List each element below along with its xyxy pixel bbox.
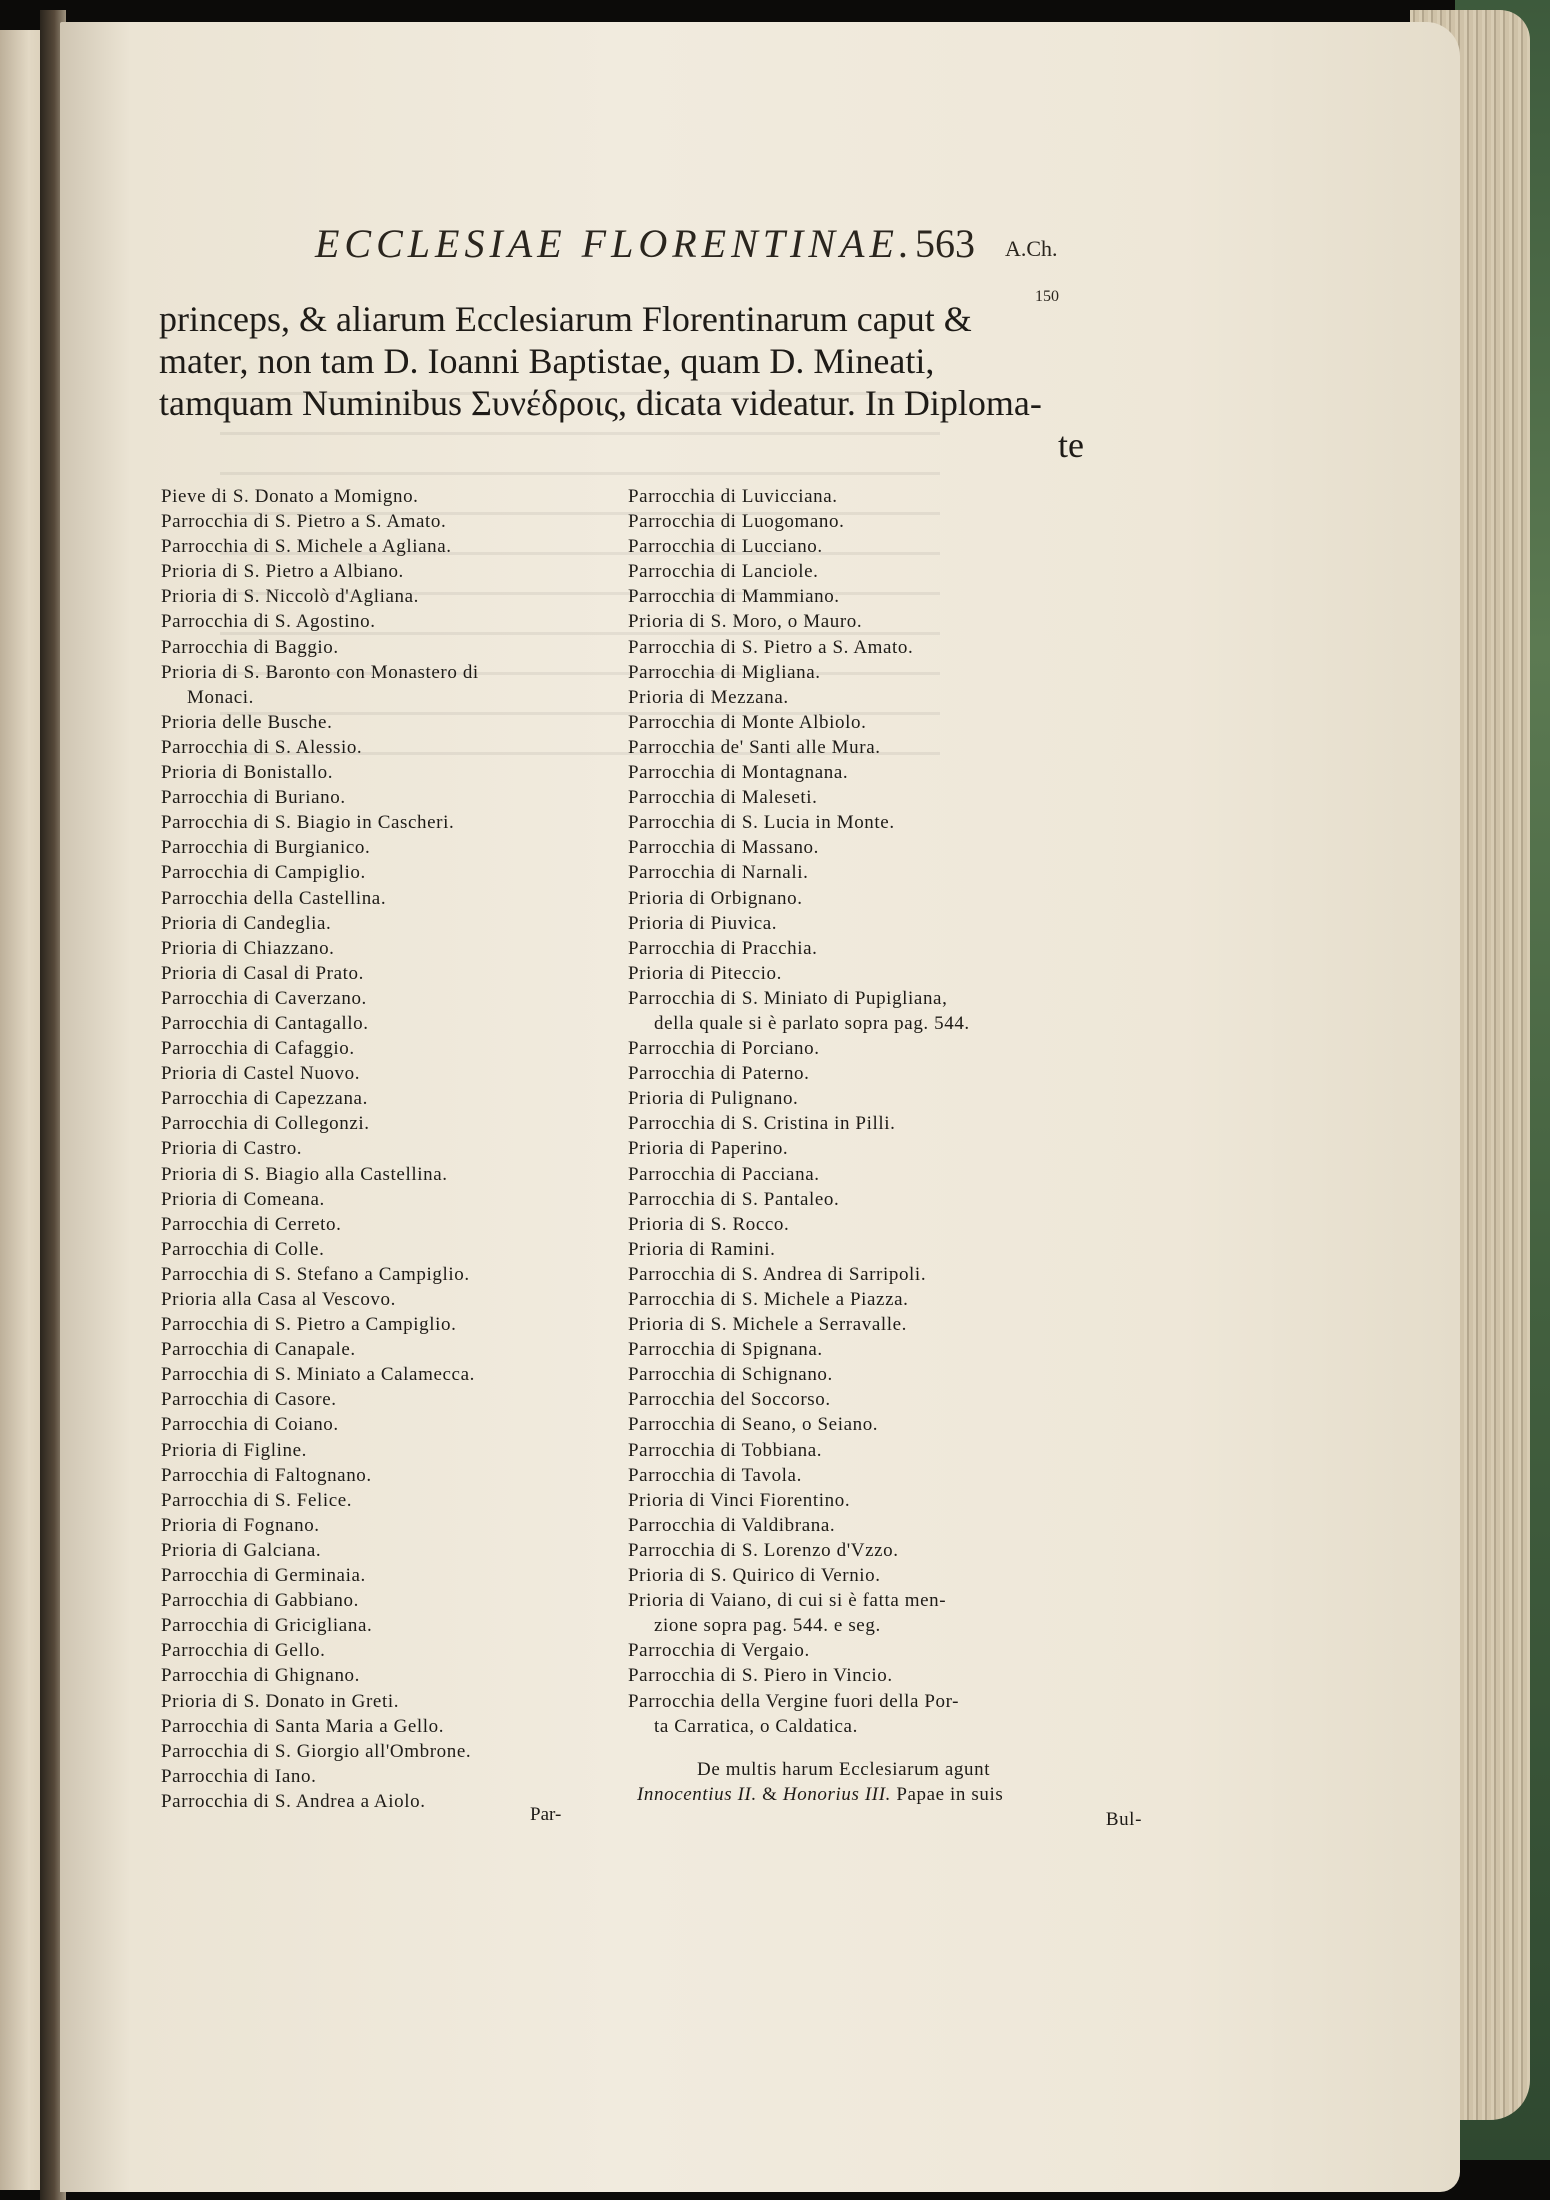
list-item: Parrocchia di Schignano. (628, 1364, 833, 1386)
list-item: Prioria di S. Rocco. (628, 1213, 790, 1235)
list-item: Prioria di S. Michele a Serravalle. (628, 1314, 908, 1336)
list-item: Prioria di Castro. (161, 1138, 303, 1160)
body-line: tamquam Numinibus Συνέδροις, dicata videatur. In Diploma- (159, 383, 1042, 423)
body-line: mater, non tam D. Ioanni Baptistae, quam D. Mineati, (159, 341, 935, 381)
list-item: Parrocchia di Migliana. (628, 661, 821, 683)
list-item: Parrocchia di Monte Albiolo. (628, 711, 867, 733)
margin-year-label: A.Ch. (1005, 236, 1058, 261)
list-item: Parrocchia di Casore. (161, 1389, 337, 1411)
closing-paragraph (637, 1757, 1142, 1832)
list-item: Parrocchia de' Santi alle Mura. (628, 736, 881, 758)
list-item: Parrocchia di Cerreto. (161, 1213, 342, 1235)
list-item: Parrocchia di Paterno. (628, 1063, 810, 1085)
list-item: Prioria delle Busche. (161, 711, 333, 733)
list-item: della quale si è parlato sopra pag. 544. (654, 1012, 970, 1034)
list-item: Parrocchia di Narnali. (628, 862, 809, 884)
catchword: te (1058, 425, 1084, 465)
list-item: Parrocchia di Baggio. (161, 636, 339, 658)
list-item: Prioria di Casal di Prato. (161, 962, 364, 984)
list-item: Prioria di Vinci Fiorentino. (628, 1489, 851, 1511)
list-item: Parrocchia di Porciano. (628, 1038, 820, 1060)
list-item: Parrocchia di S. Cristina in Pilli. (628, 1113, 896, 1135)
list-item: Prioria di S. Quirico di Vernio. (628, 1565, 881, 1587)
list-item: Parrocchia di Burgianico. (161, 837, 371, 859)
list-item: Parrocchia di S. Pietro a Campiglio. (161, 1314, 457, 1336)
list-item: Prioria di Pulignano. (628, 1088, 799, 1110)
list-item: Parrocchia di S. Miniato di Pupigliana, (628, 987, 948, 1009)
list-item: Parrocchia di Gello. (161, 1640, 326, 1662)
list-item: Parrocchia di Lanciole. (628, 561, 819, 583)
list-item: Parrocchia di Germinaia. (161, 1565, 366, 1587)
list-item: Prioria di Galciana. (161, 1539, 322, 1561)
list-item: Parrocchia di S. Biagio in Cascheri. (161, 812, 455, 834)
margin-year-number: 150 (1035, 288, 1059, 305)
list-item: Prioria di Ramini. (628, 1238, 776, 1260)
list-item: Parrocchia di Montagnana. (628, 762, 849, 784)
list-item: Parrocchia di S. Alessio. (161, 736, 363, 758)
list-item: Prioria di Orbignano. (628, 887, 803, 909)
closing-tail: Papae in suis (890, 1784, 1004, 1805)
list-item: Parrocchia di Colle. (161, 1238, 325, 1260)
list-item: Parrocchia di Vergaio. (628, 1640, 810, 1662)
running-head (60, 220, 1460, 305)
list-item: Parrocchia della Vergine fuori della Por- (628, 1690, 960, 1712)
list-item: zione sopra pag. 544. e seg. (654, 1615, 881, 1637)
list-item: Parrocchia di Tobbiana. (628, 1439, 823, 1461)
pope-name: Innocentius II. (637, 1784, 757, 1805)
list-item: Parrocchia di S. Pietro a S. Amato. (628, 636, 914, 658)
book-page (60, 22, 1460, 2192)
list-item: Parrocchia di S. Andrea a Aiolo. (161, 1790, 426, 1812)
closing-connector: & (756, 1784, 783, 1805)
list-item: Parrocchia di S. Michele a Piazza. (628, 1289, 909, 1310)
list-item: Parrocchia di S. Miniato a Calamecca. (161, 1364, 475, 1386)
list-item: Parrocchia del Soccorso. (628, 1389, 831, 1411)
list-item: Parrocchia di Seano, o Seiano. (628, 1414, 879, 1436)
closing-catchword: Bul- (1105, 1809, 1142, 1830)
list-item: Prioria di S. Moro, o Mauro. (628, 611, 863, 633)
list-item: Parrocchia di Faltognano. (161, 1464, 372, 1486)
list-item: Parrocchia di Buriano. (161, 787, 346, 809)
list-item: Prioria di Piteccio. (628, 962, 782, 984)
list-item: Parrocchia di Santa Maria a Gello. (161, 1715, 445, 1737)
left-column-catchword: Par- (530, 1804, 562, 1825)
list-item: Parrocchia di Gabbiano. (161, 1590, 359, 1612)
closing-line (637, 1782, 1142, 1807)
list-item: Parrocchia di Pacciana. (628, 1163, 820, 1185)
list-item: Parrocchia di S. Felice. (161, 1489, 353, 1511)
parish-list-right (628, 484, 1148, 1739)
list-item: Parrocchia di S. Michele a Agliana. (161, 536, 452, 558)
list-item: Parrocchia di Tavola. (628, 1464, 802, 1486)
list-item: Parrocchia di Lucciano. (628, 536, 823, 558)
list-item: Parrocchia di Iano. (161, 1765, 317, 1787)
parish-list-left (161, 484, 681, 1814)
list-item: Parrocchia di Gricigliana. (161, 1615, 373, 1637)
list-item: Parrocchia di Campiglio. (161, 862, 366, 884)
list-item: Parrocchia di Collegonzi. (161, 1113, 370, 1135)
list-item: Parrocchia di Caverzano. (161, 987, 367, 1009)
list-item: Parrocchia di Valdibrana. (628, 1514, 836, 1536)
list-item: Parrocchia di Maleseti. (628, 787, 818, 809)
list-item: Parrocchia di S. Andrea di Sarripoli. (628, 1263, 927, 1285)
list-item: Parrocchia di Luogomano. (628, 511, 845, 533)
closing-line: De multis harum Ecclesiarum agunt (697, 1759, 991, 1780)
body-paragraph (159, 298, 1084, 466)
list-item: Parrocchia di Luvicciana. (628, 486, 838, 507)
list-item: Prioria di S. Donato in Greti. (161, 1690, 400, 1712)
list-item: Parrocchia di S. Giorgio all'Ombrone. (161, 1740, 472, 1762)
list-item: Parrocchia di Massano. (628, 837, 820, 859)
list-item: Prioria alla Casa al Vescovo. (161, 1289, 396, 1310)
pope-name: Honorius III. (782, 1784, 891, 1805)
list-item: Parrocchia di Pracchia. (628, 937, 818, 959)
list-item: Prioria di Comeana. (161, 1188, 325, 1210)
list-item: Prioria di Piuvica. (628, 912, 778, 934)
list-item: Prioria di Fognano. (161, 1514, 320, 1536)
list-item: Parrocchia di S. Stefano a Campiglio. (161, 1263, 470, 1285)
list-item: Parrocchia di Cafaggio. (161, 1038, 355, 1060)
running-title: ECCLESIAE FLORENTINAE. (315, 221, 914, 266)
list-item: Parrocchia di Canapale. (161, 1339, 356, 1361)
list-item: Prioria di Mezzana. (628, 686, 789, 708)
list-item: Parrocchia della Castellina. (161, 887, 387, 909)
list-item: Prioria di Vaiano, di cui si è fatta men- (628, 1590, 947, 1612)
list-item: Parrocchia di Mammiano. (628, 586, 840, 608)
list-item: Prioria di Castel Nuovo. (161, 1063, 361, 1085)
list-item: Pieve di S. Donato a Momigno. (161, 486, 419, 507)
list-item: Monaci. (187, 686, 254, 708)
list-item: Prioria di Candeglia. (161, 912, 332, 934)
list-item: Prioria di Chiazzano. (161, 937, 335, 959)
list-item: Parrocchia di Spignana. (628, 1339, 823, 1361)
list-item: Parrocchia di S. Pietro a S. Amato. (161, 511, 447, 533)
list-item: Prioria di Paperino. (628, 1138, 789, 1160)
list-item: Parrocchia di Ghignano. (161, 1665, 360, 1687)
list-item: Parrocchia di Cantagallo. (161, 1012, 369, 1034)
body-line: princeps, & aliarum Ecclesiarum Florentinarum caput & (159, 299, 972, 339)
list-item: Prioria di Figline. (161, 1439, 307, 1461)
list-item: Parrocchia di Capezzana. (161, 1088, 368, 1110)
list-item: Prioria di Bonistallo. (161, 762, 334, 784)
list-item: Prioria di S. Biagio alla Castellina. (161, 1163, 448, 1185)
list-item: Parrocchia di S. Lorenzo d'Vzzo. (628, 1539, 899, 1561)
list-item: Parrocchia di S. Lucia in Monte. (628, 812, 895, 834)
list-item: Prioria di S. Niccolò d'Agliana. (161, 586, 419, 608)
list-item: Parrocchia di S. Piero in Vincio. (628, 1665, 893, 1687)
list-item: Parrocchia di S. Agostino. (161, 611, 376, 633)
list-item: Prioria di S. Baronto con Monastero di (161, 661, 479, 683)
list-item: Parrocchia di S. Pantaleo. (628, 1188, 840, 1210)
list-item: ta Carratica, o Caldatica. (654, 1715, 858, 1737)
page-number: 563 (915, 221, 975, 266)
list-item: Prioria di S. Pietro a Albiano. (161, 561, 404, 583)
list-item: Parrocchia di Coiano. (161, 1414, 339, 1436)
